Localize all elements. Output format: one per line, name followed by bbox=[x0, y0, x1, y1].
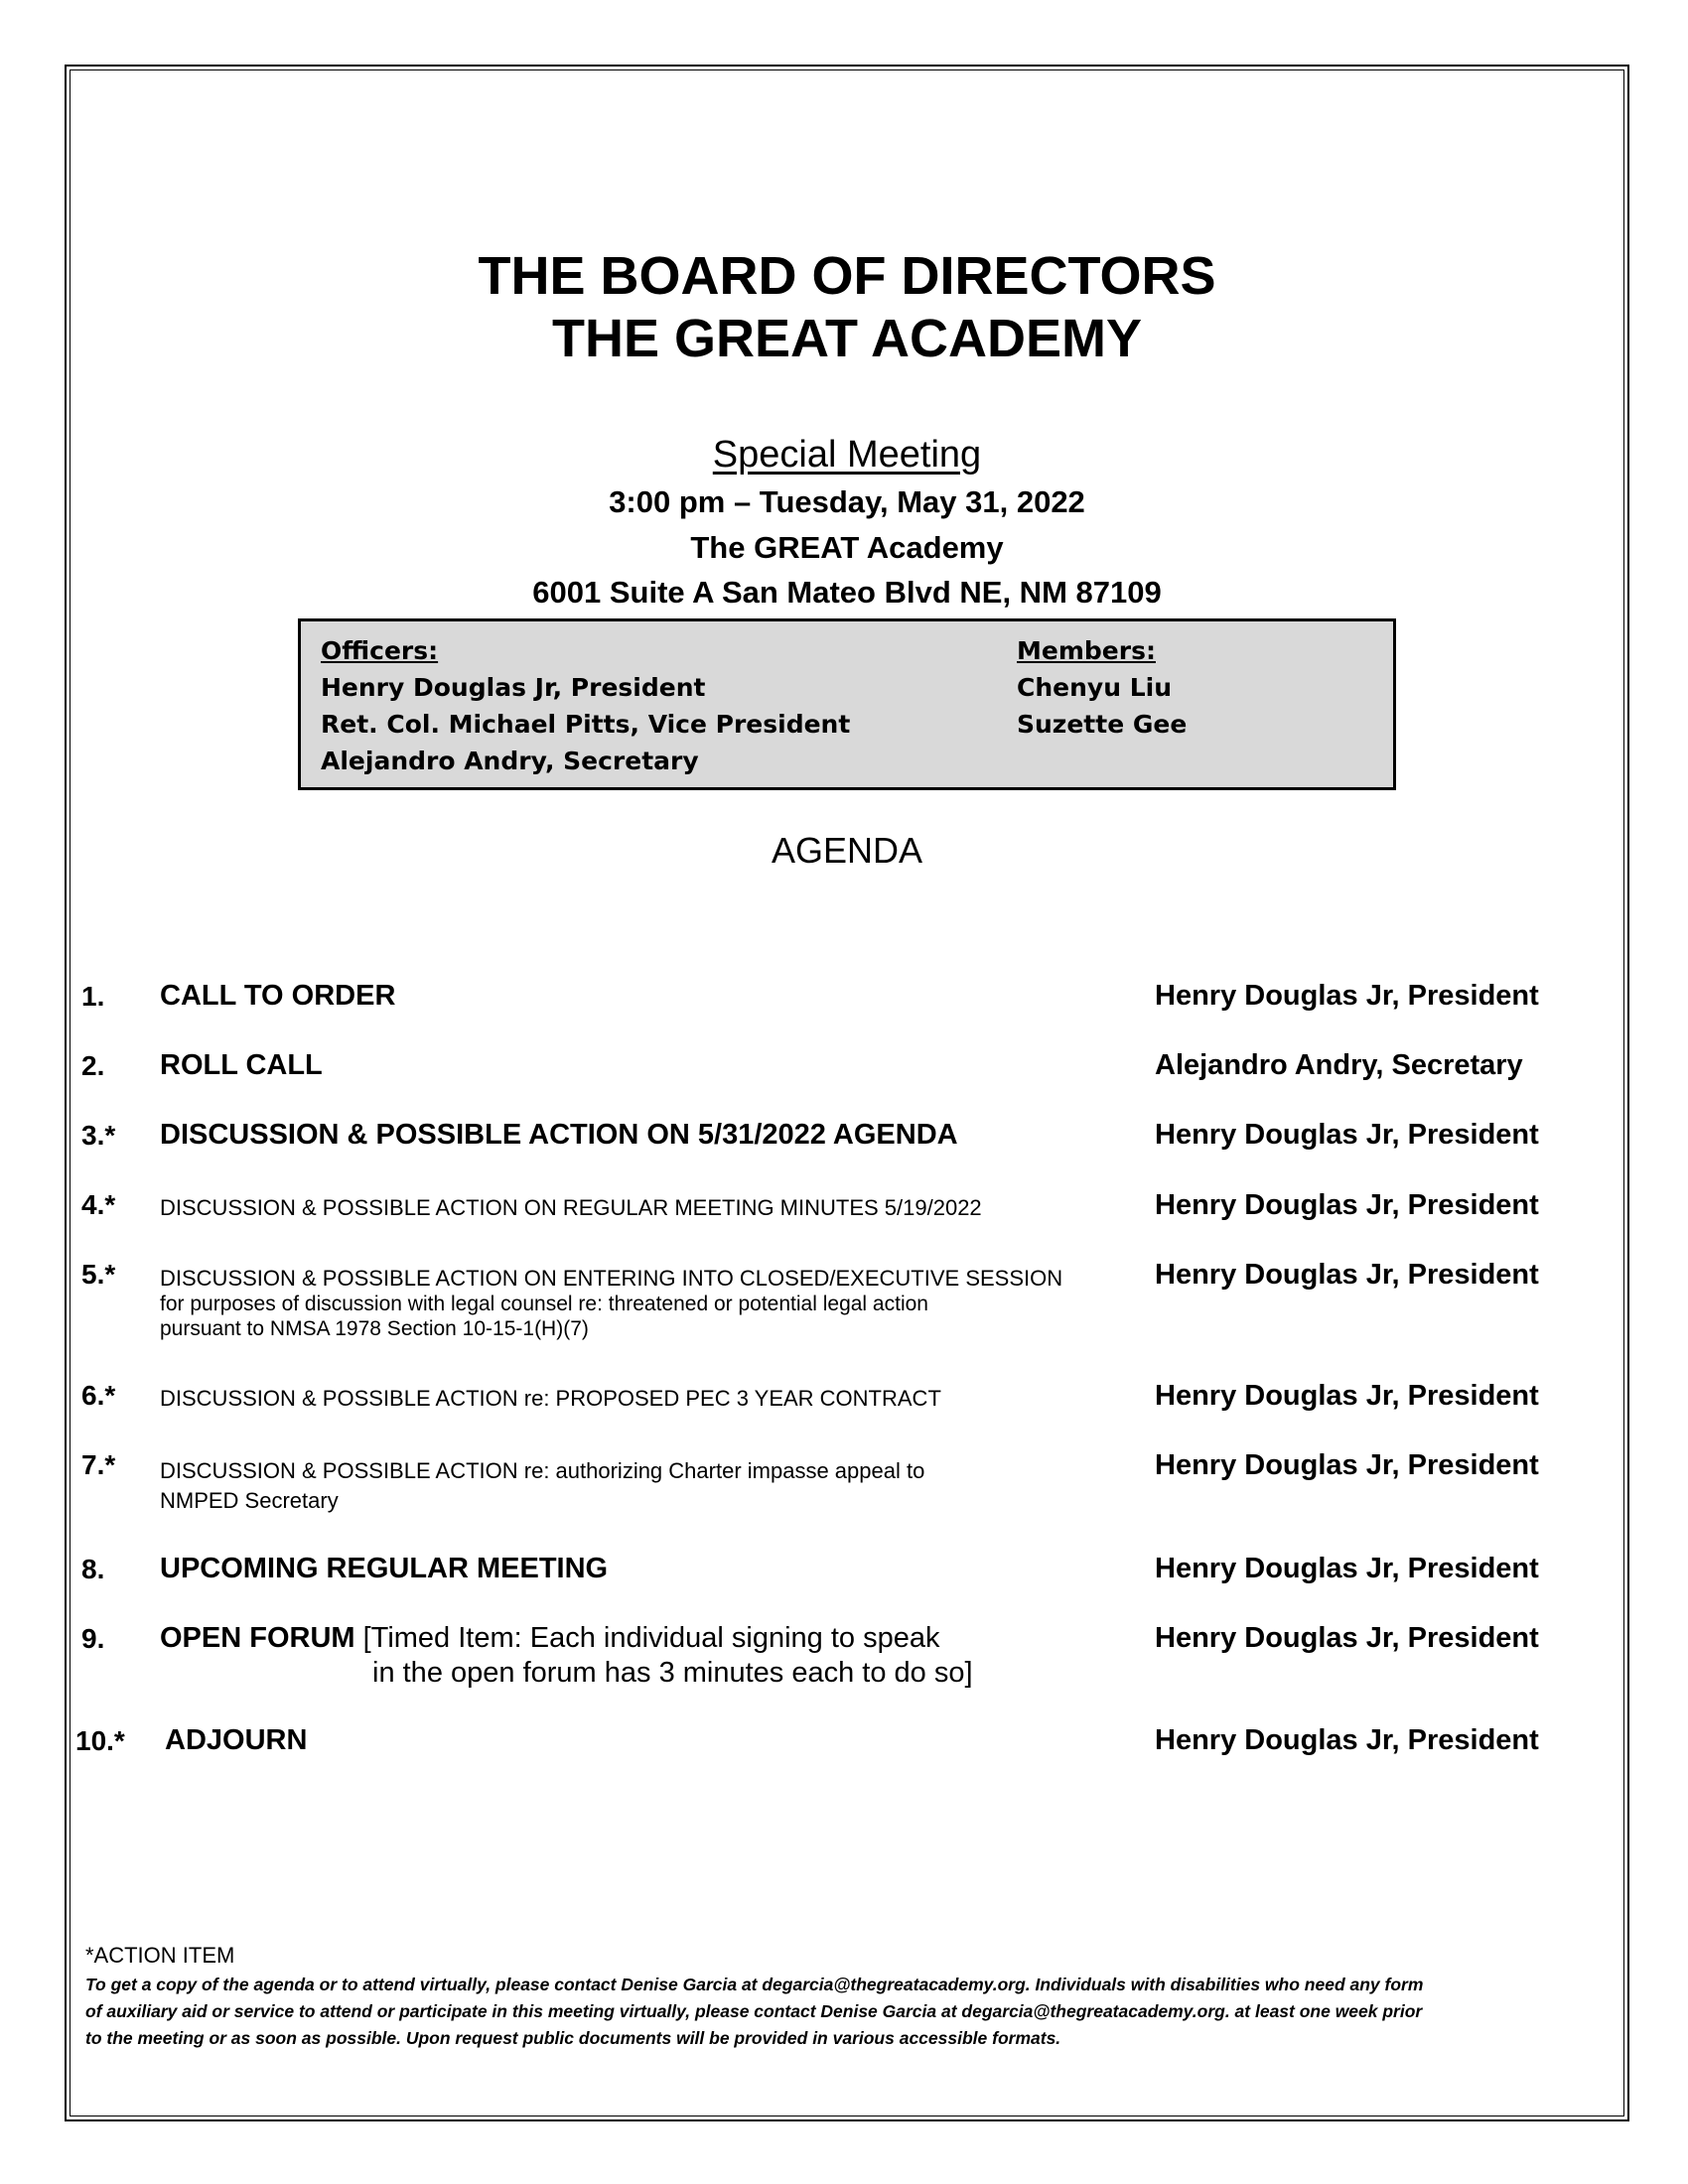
meeting-type-wrapper bbox=[70, 434, 1624, 477]
item-presenter: Henry Douglas Jr, President bbox=[1155, 1119, 1539, 1151]
action-item-legend: *ACTION ITEM bbox=[85, 1943, 235, 1968]
item-presenter: Henry Douglas Jr, President bbox=[1155, 1380, 1539, 1412]
title-board-of-directors: THE BOARD OF DIRECTORS bbox=[478, 246, 1216, 306]
item-number: 8. bbox=[81, 1554, 105, 1584]
item-title: DISCUSSION & POSSIBLE ACTION ON REGULAR MEETING MINUTES 5/19/2022 bbox=[160, 1195, 982, 1220]
item-number: 3.* bbox=[81, 1120, 116, 1151]
accessibility-notice bbox=[85, 1972, 1595, 2052]
members-column bbox=[1017, 632, 1187, 743]
item-title: UPCOMING REGULAR MEETING bbox=[160, 1553, 609, 1584]
meeting-address: 6001 Suite A San Mateo Blvd NE, NM 87109 bbox=[532, 575, 1162, 610]
item-detail: pursuant to NMSA 1978 Section 10-15-1(H)(7) bbox=[160, 1317, 589, 1340]
item-title: DISCUSSION & POSSIBLE ACTION re: authorizing Charter impasse appeal to bbox=[160, 1458, 925, 1483]
item-block bbox=[160, 1622, 939, 1655]
officers-label: Officers: bbox=[321, 636, 439, 665]
item-presenter: Henry Douglas Jr, President bbox=[1155, 1449, 1539, 1481]
board-roster-box bbox=[298, 618, 1396, 790]
item-title: DISCUSSION & POSSIBLE ACTION ON ENTERING INTO CLOSED/EXECUTIVE SESSION bbox=[160, 1266, 1063, 1291]
meeting-type: Special Meeting bbox=[712, 434, 982, 476]
item-presenter: Henry Douglas Jr, President bbox=[1155, 980, 1539, 1012]
meeting-datetime: 3:00 pm – Tuesday, May 31, 2022 bbox=[609, 484, 1085, 519]
item-title-continued: NMPED Secretary bbox=[160, 1488, 339, 1513]
member-name: Chenyu Liu bbox=[1017, 673, 1172, 702]
item-presenter: Henry Douglas Jr, President bbox=[1155, 1189, 1539, 1221]
item-number: 1. bbox=[81, 981, 105, 1012]
item-note: [Timed Item: Each individual signing to speak bbox=[362, 1622, 940, 1654]
item-presenter: Henry Douglas Jr, President bbox=[1155, 1622, 1539, 1654]
officer-name: Henry Douglas Jr, President bbox=[321, 673, 706, 702]
item-number: 7.* bbox=[81, 1449, 116, 1480]
item-presenter: Henry Douglas Jr, President bbox=[1155, 1259, 1539, 1291]
notice-line: of auxiliary aid or service to attend or participate in this meeting virtually, please contact Denise Garcia at degarcia@thegreatacademy.org. at least one week prior bbox=[85, 2001, 1423, 2021]
item-title: OPEN FORUM bbox=[160, 1622, 355, 1654]
item-number: 6.* bbox=[81, 1380, 116, 1411]
officers-column bbox=[321, 632, 850, 779]
officer-name: Ret. Col. Michael Pitts, Vice President bbox=[321, 710, 851, 739]
meeting-venue: The GREAT Academy bbox=[690, 530, 1004, 565]
title-academy-name: THE GREAT ACADEMY bbox=[552, 309, 1142, 368]
item-number: 9. bbox=[81, 1623, 105, 1654]
item-title: ADJOURN bbox=[165, 1724, 308, 1756]
item-note-continued: in the open forum has 3 minutes each to do so] bbox=[372, 1657, 973, 1689]
page-border-inner bbox=[70, 69, 1624, 2116]
notice-line: To get a copy of the agenda or to attend virtually, please contact Denise Garcia at degarcia@thegreatacademy.org. Individuals with disabilities who need any form bbox=[85, 1975, 1424, 1994]
item-presenter: Alejandro Andry, Secretary bbox=[1155, 1049, 1523, 1081]
item-number: 4.* bbox=[81, 1189, 116, 1220]
item-presenter: Henry Douglas Jr, President bbox=[1155, 1724, 1539, 1756]
item-number: 10.* bbox=[75, 1725, 125, 1756]
members-label: Members: bbox=[1017, 636, 1156, 665]
agenda-heading: AGENDA bbox=[771, 830, 923, 871]
item-title: DISCUSSION & POSSIBLE ACTION re: PROPOSED PEC 3 YEAR CONTRACT bbox=[160, 1386, 941, 1411]
item-number: 2. bbox=[81, 1050, 105, 1081]
item-title: ROLL CALL bbox=[160, 1049, 323, 1081]
notice-line: to the meeting or as soon as possible. Upon request public documents will be provided in various accessible formats. bbox=[85, 2028, 1061, 2048]
item-block bbox=[160, 1266, 1062, 1341]
item-number: 5.* bbox=[81, 1259, 116, 1290]
item-title: CALL TO ORDER bbox=[160, 980, 396, 1012]
item-detail: for purposes of discussion with legal counsel re: threatened or potential legal action bbox=[160, 1293, 928, 1315]
member-name: Suzette Gee bbox=[1017, 710, 1188, 739]
officer-name: Alejandro Andry, Secretary bbox=[321, 747, 699, 775]
item-title: DISCUSSION & POSSIBLE ACTION ON 5/31/2022 AGENDA bbox=[160, 1119, 958, 1151]
item-block bbox=[160, 1456, 924, 1516]
item-presenter: Henry Douglas Jr, President bbox=[1155, 1553, 1539, 1584]
